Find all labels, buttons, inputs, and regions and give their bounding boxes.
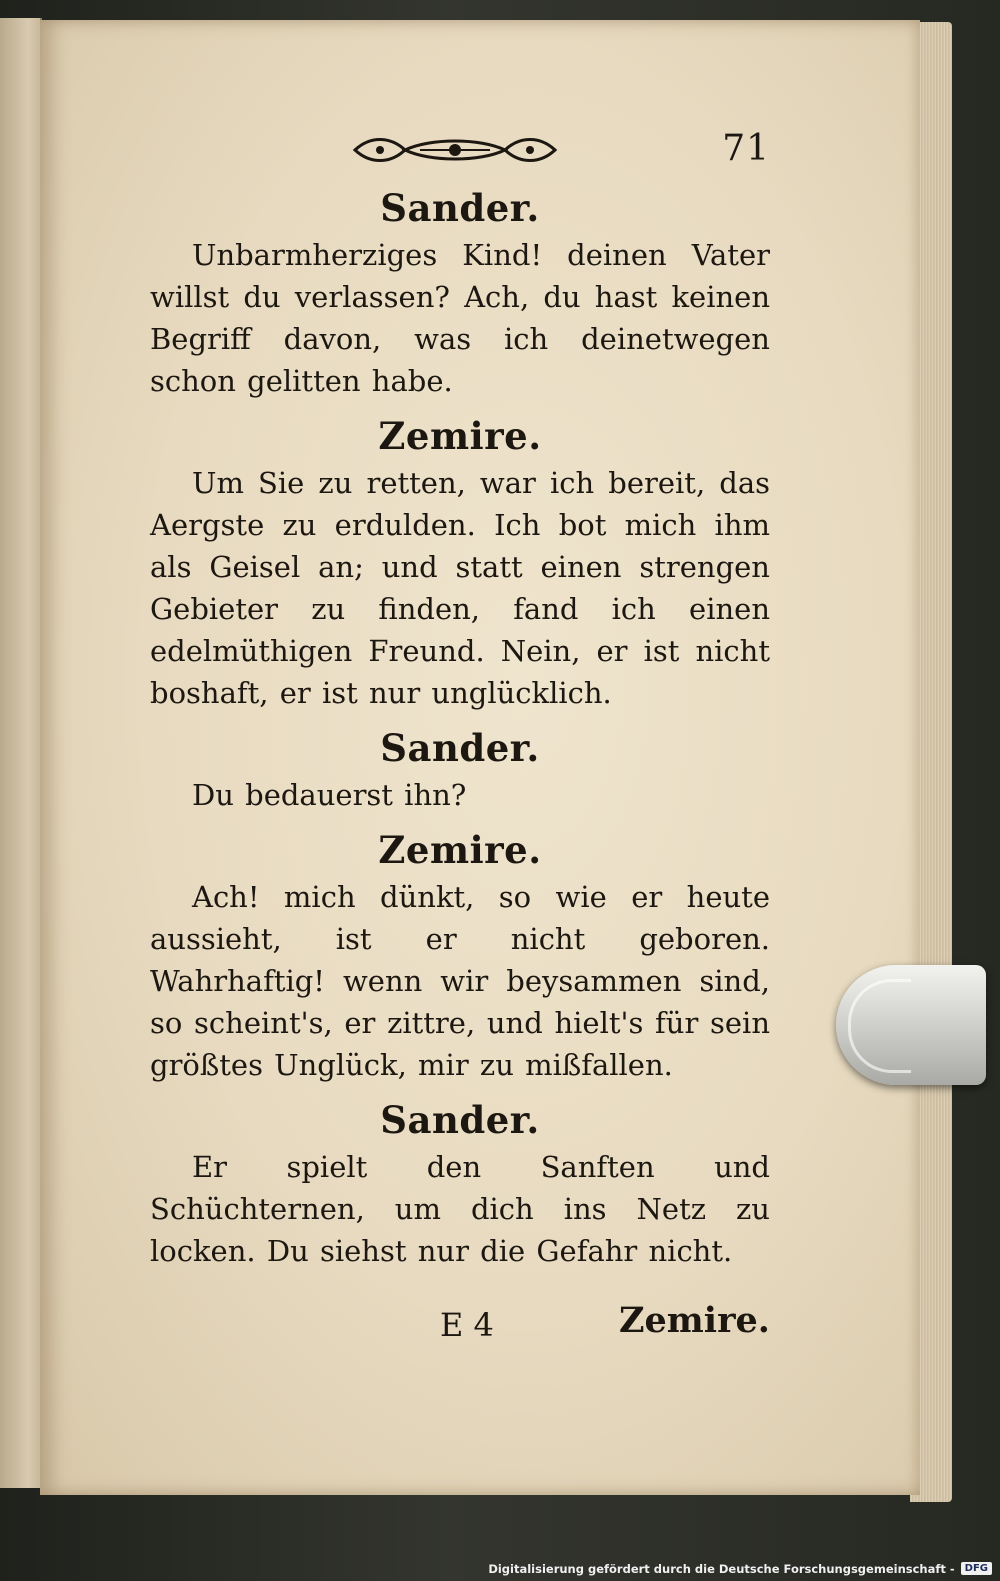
speaker-name: Sander. bbox=[380, 186, 540, 230]
ornament-vignette bbox=[350, 132, 560, 168]
speech-text: Unbarmherziges Kind! deinen Vater willst du verlassen? Ach, du hast keinen Begriff davon, was ich deinetwegen schon gelitten habe. bbox=[150, 238, 770, 398]
speaker-name: Sander. bbox=[380, 726, 540, 770]
page-clip bbox=[836, 965, 986, 1085]
speech-text: Du bedauerst ihn? bbox=[192, 778, 467, 812]
dfg-logo-icon: DFG bbox=[961, 1562, 992, 1575]
previous-page-edge bbox=[0, 18, 42, 1488]
speech-text: Ach! mich dünkt, so wie er heute aussieht, ist er nicht geboren. Wahrhaftig! wenn wir beysammen sind, so scheint's, er zittre, und hielt's für sein größtes Unglück, mir zu mißfallen. bbox=[150, 880, 770, 1082]
page-footer bbox=[150, 1300, 770, 1360]
catchword: Zemire. bbox=[618, 1300, 770, 1341]
speaker-name: Sander. bbox=[380, 1098, 540, 1142]
page-header bbox=[150, 120, 770, 180]
credit-text: Digitalisierung gefördert durch die Deutsche Forschungsgemeinschaft - bbox=[488, 1561, 955, 1576]
digitization-credit bbox=[488, 1556, 1000, 1581]
page-content bbox=[150, 120, 770, 1360]
speaker-name: Zemire. bbox=[378, 414, 542, 458]
page-number: 71 bbox=[722, 128, 770, 169]
signature-mark: E 4 bbox=[440, 1306, 494, 1344]
speech-text: Um Sie zu retten, war ich bereit, das Aergste zu erdulden. Ich bot mich ihm als Geisel an; und statt einen strengen Gebieter zu finden, fand ich einen edelmüthigen Freund. Nein, er ist nicht boshaft, er ist nur unglücklich. bbox=[150, 466, 770, 710]
speech-text: Er spielt den Sanften und Schüchternen, um dich ins Netz zu locken. Du siehst nur die Gefahr nicht. bbox=[150, 1150, 770, 1268]
speaker-name: Zemire. bbox=[378, 828, 542, 872]
